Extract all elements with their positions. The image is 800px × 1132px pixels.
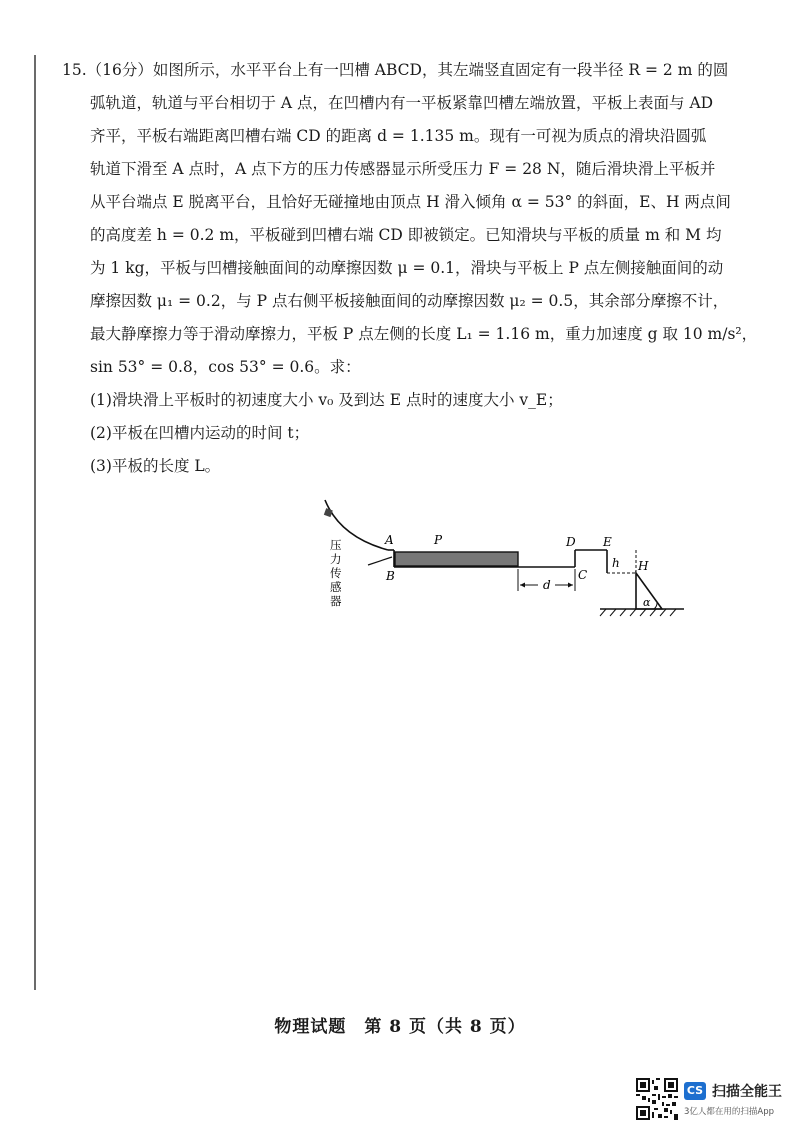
sensor-char: 感	[330, 580, 342, 594]
scanner-watermark	[636, 1078, 796, 1126]
problem-line: 弧轨道，轨道与平台相切于 A 点，在凹槽内有一平板紧靠凹槽左端放置，平板上表面与 AD	[90, 94, 714, 112]
label-h: h	[612, 556, 620, 570]
slider-block	[324, 508, 333, 517]
problem-line: 轨道下滑至 A 点时，A 点下方的压力传感器显示所受压力 F = 28 N，随后滑块滑上平板并	[90, 160, 716, 178]
label-A: A	[385, 533, 394, 547]
sensor-char: 力	[330, 552, 342, 566]
problem-line: sin 53° = 0.8，cos 53° = 0.6。求：	[90, 358, 361, 376]
qr-code-icon	[636, 1078, 678, 1120]
label-alpha: α	[643, 596, 651, 609]
problem-figure	[300, 495, 690, 620]
label-B: B	[386, 569, 395, 583]
plank	[395, 552, 518, 566]
problem-line: 摩擦因数 μ₁ = 0.2，与 P 点右侧平板接触面间的动摩擦因数 μ₂ = 0.5，其余部分摩擦不计，	[90, 292, 729, 310]
problem-15	[62, 54, 758, 483]
problem-line: 15.（16分）如图所示，水平平台上有一凹槽 ABCD，其左端竖直固定有一段半径 R = 2 m 的圆	[62, 61, 729, 79]
sensor-char: 器	[330, 594, 342, 608]
label-d: d	[543, 578, 551, 592]
label-E: E	[603, 535, 612, 549]
sensor-char: 压	[330, 538, 342, 552]
problem-line: 最大静摩擦力等于滑动摩擦力，平板 P 点左侧的长度 L₁ = 1.16 m，重力加速度 g 取 10 m/s²，	[90, 325, 758, 343]
scanner-slogan: 3亿人都在用的扫描App	[684, 1107, 775, 1117]
page-footer: 物理试题 第 8 页（共 8 页）	[274, 1017, 526, 1037]
label-H: H	[638, 559, 649, 573]
label-P: P	[434, 533, 443, 547]
problem-line: 为 1 kg，平板与凹槽接触面间的动摩擦因数 μ = 0.1，滑块与平板上 P 点左侧接触面间的动	[90, 259, 724, 277]
left-margin-line	[34, 55, 36, 990]
question-2: (2)平板在凹槽内运动的时间 t；	[90, 424, 310, 442]
problem-line: 从平台端点 E 脱离平台，且恰好无碰撞地由顶点 H 滑入倾角 α = 53° 的斜面，E、H 两点间	[90, 193, 731, 211]
figure-svg	[300, 495, 690, 620]
label-D: D	[566, 535, 576, 549]
label-C: C	[578, 568, 588, 582]
sensor-char: 传	[330, 566, 342, 580]
scanner-app-name: 扫描全能王	[712, 1084, 782, 1100]
problem-line: 齐平，平板右端距离凹槽右端 CD 的距离 d = 1.135 m。现有一可视为质点的滑块沿圆弧	[90, 127, 707, 145]
scanner-logo-icon: CS	[684, 1082, 706, 1100]
question-1: (1)滑块滑上平板时的初速度大小 v₀ 及到达 E 点时的速度大小 v_E；	[90, 391, 563, 409]
question-3: (3)平板的长度 L。	[90, 457, 221, 475]
problem-line: 的高度差 h = 0.2 m，平板碰到凹槽右端 CD 即被锁定。已知滑块与平板的质量 m 和 M 均	[90, 226, 722, 244]
